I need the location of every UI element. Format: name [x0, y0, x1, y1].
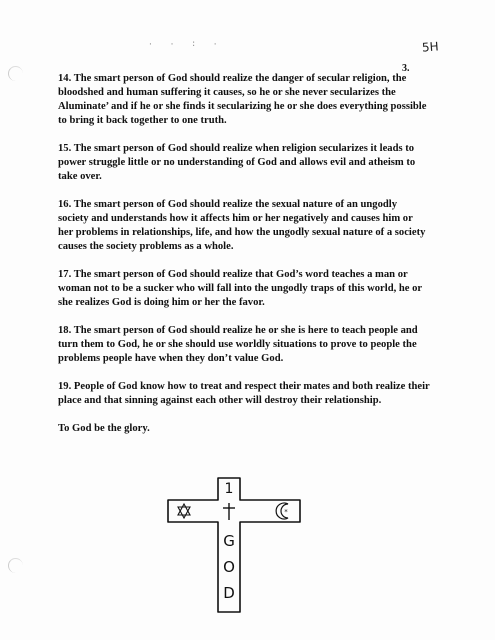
paragraph-17: 17. The smart person of God should realize that God’s word teaches a man or woman not to be a sucker who will fall into the ungodly traps of this world, he or she realizes God is doing him or her the favor. — [58, 269, 422, 308]
cross-letter-o: O — [223, 558, 235, 576]
paragraph-14: 14. The smart person of God should realize the danger of secular religion, the bloodshed and human suffering it causes, so he or she never secularizes the Aluminate’ and if he or she finds it secularizing he or she does everything possible to bring it back together to one truth. — [58, 73, 427, 126]
cross-top-number: 1 — [224, 481, 234, 497]
handwritten-page-mark: 5H — [421, 39, 440, 55]
document-body — [58, 72, 430, 436]
christian-cross-icon — [223, 503, 235, 520]
punch-hole-bottom — [8, 558, 23, 573]
closing-line: To God be the glory. — [58, 423, 150, 434]
hand-drawn-cross — [166, 476, 308, 616]
cross-letter-d: D — [223, 584, 235, 602]
cross-letter-g: G — [223, 532, 235, 550]
svg-text:*: * — [284, 508, 288, 516]
paragraph-16: 16. The smart person of God should realize the sexual nature of an ungodly society and understands how it affects him or her negatively and causes him or her problems in relationships, life, and how the ungodly sexual nature of a society causes the society problems as a whole. — [58, 199, 426, 252]
crescent-and-star-icon — [276, 503, 288, 519]
page-number: 3. — [402, 63, 410, 74]
punch-hole-top — [8, 66, 23, 81]
star-of-david-icon — [178, 504, 190, 518]
paragraph-19: 19. People of God know how to treat and respect their mates and both realize their place and that sinning against each other will destroy their relationship. — [58, 381, 430, 406]
scan-specks: · · : · — [148, 40, 224, 49]
paragraph-18: 18. The smart person of God should realize he or she is here to teach people and turn them to God, he or she should use worldly situations to prove to people the problems people have when they don’t value God. — [58, 325, 418, 364]
paragraph-15: 15. The smart person of God should realize when religion secularizes it leads to power struggle little or no understanding of God and allows evil and atheism to take over. — [58, 143, 416, 182]
